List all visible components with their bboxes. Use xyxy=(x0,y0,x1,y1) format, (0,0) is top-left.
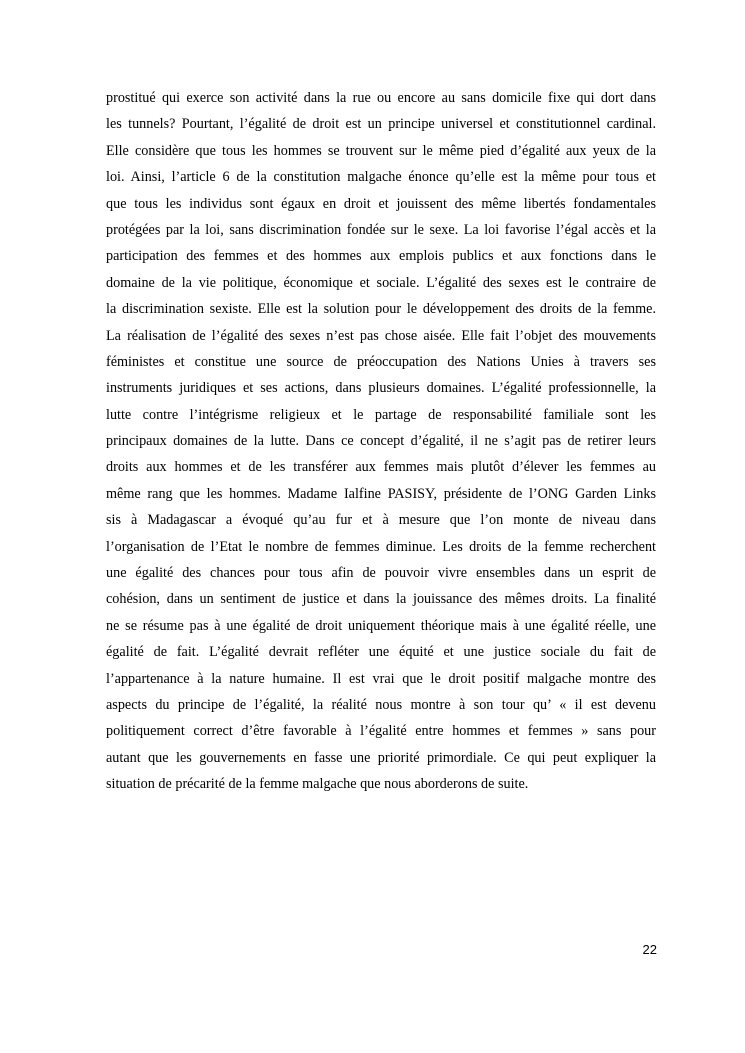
paragraph-line: féministes et constitue une source de préoccupation des Nations Unies à travers ses xyxy=(106,353,656,370)
paragraph-line: loi. Ainsi, l’article 6 de la constitution malgache énonce qu’elle est la même pour tous et xyxy=(106,169,656,186)
paragraph-line: protégées par la loi, sans discrimination fondée sur le sexe. La loi favorise l’égal accès et la xyxy=(106,221,656,238)
paragraph-line: que tous les individus sont égaux en droit et jouissent des même libertés fondamentales xyxy=(106,195,656,212)
paragraph-line: ne se résume pas à une égalité de droit uniquement théorique mais à une égalité réelle, une xyxy=(106,617,656,634)
paragraph-line: aspects du principe de l’égalité, la réalité nous montre à son tour qu’ « il est devenu xyxy=(106,696,656,713)
paragraph-line: droits aux hommes et de les transférer aux femmes mais plutôt d’élever les femmes au xyxy=(106,459,656,476)
paragraph-line: même rang que les hommes. Madame Ialfine PASISY, présidente de l’ONG Garden Links xyxy=(106,485,656,502)
paragraph-line: lutte contre l’intégrisme religieux et le partage de responsabilité familiale sont les xyxy=(106,406,656,423)
paragraph-line: principaux domaines de la lutte. Dans ce concept d’égalité, il ne s’agit pas de retirer leurs xyxy=(106,433,656,450)
body-paragraph xyxy=(106,85,656,798)
paragraph-line: égalité de fait. L’égalité devrait refléter une équité et une justice sociale du fait de xyxy=(106,644,656,661)
paragraph-line: cohésion, dans un sentiment de justice et dans la jouissance des mêmes droits. La finalité xyxy=(106,591,656,608)
paragraph-line: la discrimination sexiste. Elle est la solution pour le développement des droits de la femme. xyxy=(106,301,656,318)
paragraph-line: prostitué qui exerce son activité dans la rue ou encore au sans domicile fixe qui dort dans xyxy=(106,90,656,106)
page-number: 22 xyxy=(642,942,657,957)
paragraph-line: politiquement correct d’être favorable à l’égalité entre hommes et femmes » sans pour xyxy=(106,723,656,740)
paragraph-line: les tunnels? Pourtant, l’égalité de droit est un principe universel et constitutionnel cardinal. xyxy=(106,116,656,133)
paragraph-line: domaine de la vie politique, économique et sociale. L’égalité des sexes est le contraire de xyxy=(106,274,656,291)
paragraph-line-last: situation de précarité de la femme malgache que nous aborderons de suite. xyxy=(106,776,529,793)
paragraph-line: instruments juridiques et ses actions, dans plusieurs domaines. L’égalité professionnelle, la xyxy=(106,380,656,397)
paragraph-line: La réalisation de l’égalité des sexes n’est pas chose aisée. Elle fait l’objet des mouvements xyxy=(106,327,656,344)
paragraph-line: sis à Madagascar a évoqué qu’au fur et à mesure que l’on monte de niveau dans xyxy=(106,512,656,529)
paragraph-line: l’organisation de l’Etat le nombre de femmes diminue. Les droits de la femme recherchent xyxy=(106,538,656,555)
paragraph-line: l’appartenance à la nature humaine. Il est vrai que le droit positif malgache montre des xyxy=(106,670,656,687)
paragraph-line: autant que les gouvernements en fasse une priorité primordiale. Ce qui peut expliquer la xyxy=(106,749,656,766)
paragraph-line: une égalité des chances pour tous afin de pouvoir vivre ensembles dans un esprit de xyxy=(106,565,656,582)
paragraph-line: participation des femmes et des hommes aux emplois publics et aux fonctions dans le xyxy=(106,248,656,265)
paragraph-line: Elle considère que tous les hommes se trouvent sur le même pied d’égalité aux yeux de la xyxy=(106,142,656,159)
